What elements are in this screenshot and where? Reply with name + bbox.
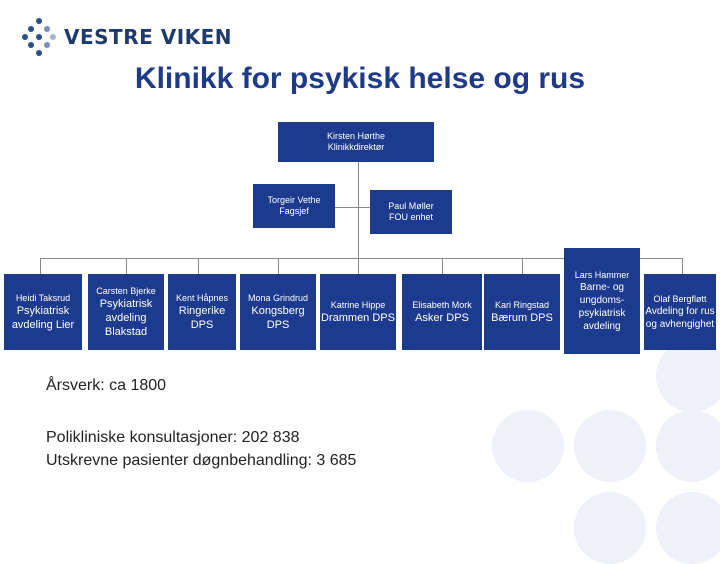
unit-box-asker bbox=[402, 274, 482, 350]
unit-leader: Elisabeth Mork bbox=[412, 299, 472, 310]
background-circle bbox=[574, 410, 646, 482]
stat-polikliniske: Polikliniske konsultasjoner: 202 838 bbox=[46, 429, 300, 446]
logo-dot bbox=[28, 42, 34, 48]
staff-role: FOU enhet bbox=[388, 212, 434, 222]
unit-name: Asker DPS bbox=[415, 311, 469, 324]
unit-box-bup bbox=[564, 248, 640, 354]
unit-box-ringerike bbox=[168, 274, 236, 350]
connector-line bbox=[40, 258, 41, 274]
logo-dot bbox=[44, 42, 50, 48]
background-circle bbox=[574, 492, 646, 564]
logo-dot bbox=[36, 50, 42, 56]
logo-dot bbox=[44, 26, 50, 32]
unit-leader: Heidi Taksrud bbox=[15, 292, 71, 303]
stat-arsverk: Årsverk: ca 1800 bbox=[46, 377, 167, 394]
connector-line bbox=[126, 258, 127, 274]
unit-box-lier bbox=[4, 274, 82, 350]
staff-box-fou bbox=[370, 190, 452, 234]
unit-name: Avdeling for rus og avhengighet bbox=[645, 305, 715, 330]
unit-name: Psykiatrisk avdeling Blakstad bbox=[99, 297, 153, 338]
logo-dot bbox=[28, 26, 34, 32]
background-circle bbox=[656, 492, 720, 564]
background-circle bbox=[492, 410, 564, 482]
connector-line bbox=[442, 258, 443, 274]
logo-dot bbox=[50, 34, 56, 40]
unit-leader: Olaf Bergfløtt bbox=[653, 293, 707, 304]
director-name: Kirsten Hørthe bbox=[326, 131, 386, 141]
staff-name: Torgeir Vethe bbox=[267, 195, 321, 205]
staff-name: Paul Møller bbox=[388, 201, 434, 211]
unit-box-blakstad bbox=[88, 274, 164, 350]
unit-box-drammen bbox=[320, 274, 396, 350]
unit-name: Ringerike DPS bbox=[178, 304, 226, 331]
connector-line bbox=[198, 258, 199, 274]
stat-utskrevne: Utskrevne pasienter døgnbehandling: 3 685 bbox=[46, 452, 357, 469]
unit-box-rus bbox=[644, 274, 716, 350]
connector-line bbox=[358, 162, 359, 258]
connector-line bbox=[278, 258, 279, 274]
unit-name: Bærum DPS bbox=[491, 311, 553, 324]
unit-name: Kongsberg DPS bbox=[251, 304, 305, 331]
connector-line bbox=[682, 258, 683, 274]
connector-line bbox=[522, 258, 523, 274]
unit-leader: Mona Grindrud bbox=[247, 292, 309, 303]
background-circle bbox=[656, 410, 720, 482]
unit-leader: Kent Håpnes bbox=[175, 292, 229, 303]
director-role: Klinikkdirektør bbox=[327, 142, 385, 152]
connector-line bbox=[358, 258, 359, 274]
logo-dot bbox=[36, 34, 42, 40]
unit-leader: Katrine Hippe bbox=[330, 299, 386, 310]
unit-leader: Kari Ringstad bbox=[494, 299, 550, 310]
staff-box-fagsjef bbox=[253, 184, 335, 228]
unit-name: Psykiatrisk avdeling Lier bbox=[11, 304, 75, 331]
background-circle bbox=[656, 340, 720, 412]
unit-box-baerum bbox=[484, 274, 560, 350]
logo-dot bbox=[22, 34, 28, 40]
director-box bbox=[278, 122, 434, 162]
unit-box-kongsberg bbox=[240, 274, 316, 350]
brand-name: VESTRE VIKEN bbox=[64, 25, 233, 49]
page-title: Klinikk for psykisk helse og rus bbox=[134, 62, 586, 95]
brand-logo bbox=[22, 18, 233, 54]
logo-dot bbox=[36, 18, 42, 24]
unit-leader: Carsten Bjerke bbox=[96, 285, 156, 296]
unit-name: Barne- og ungdoms-psykiatrisk avdeling bbox=[578, 281, 626, 332]
unit-leader: Lars Hammer bbox=[574, 269, 630, 280]
staff-role: Fagsjef bbox=[279, 206, 309, 216]
unit-name: Drammen DPS bbox=[321, 311, 395, 324]
